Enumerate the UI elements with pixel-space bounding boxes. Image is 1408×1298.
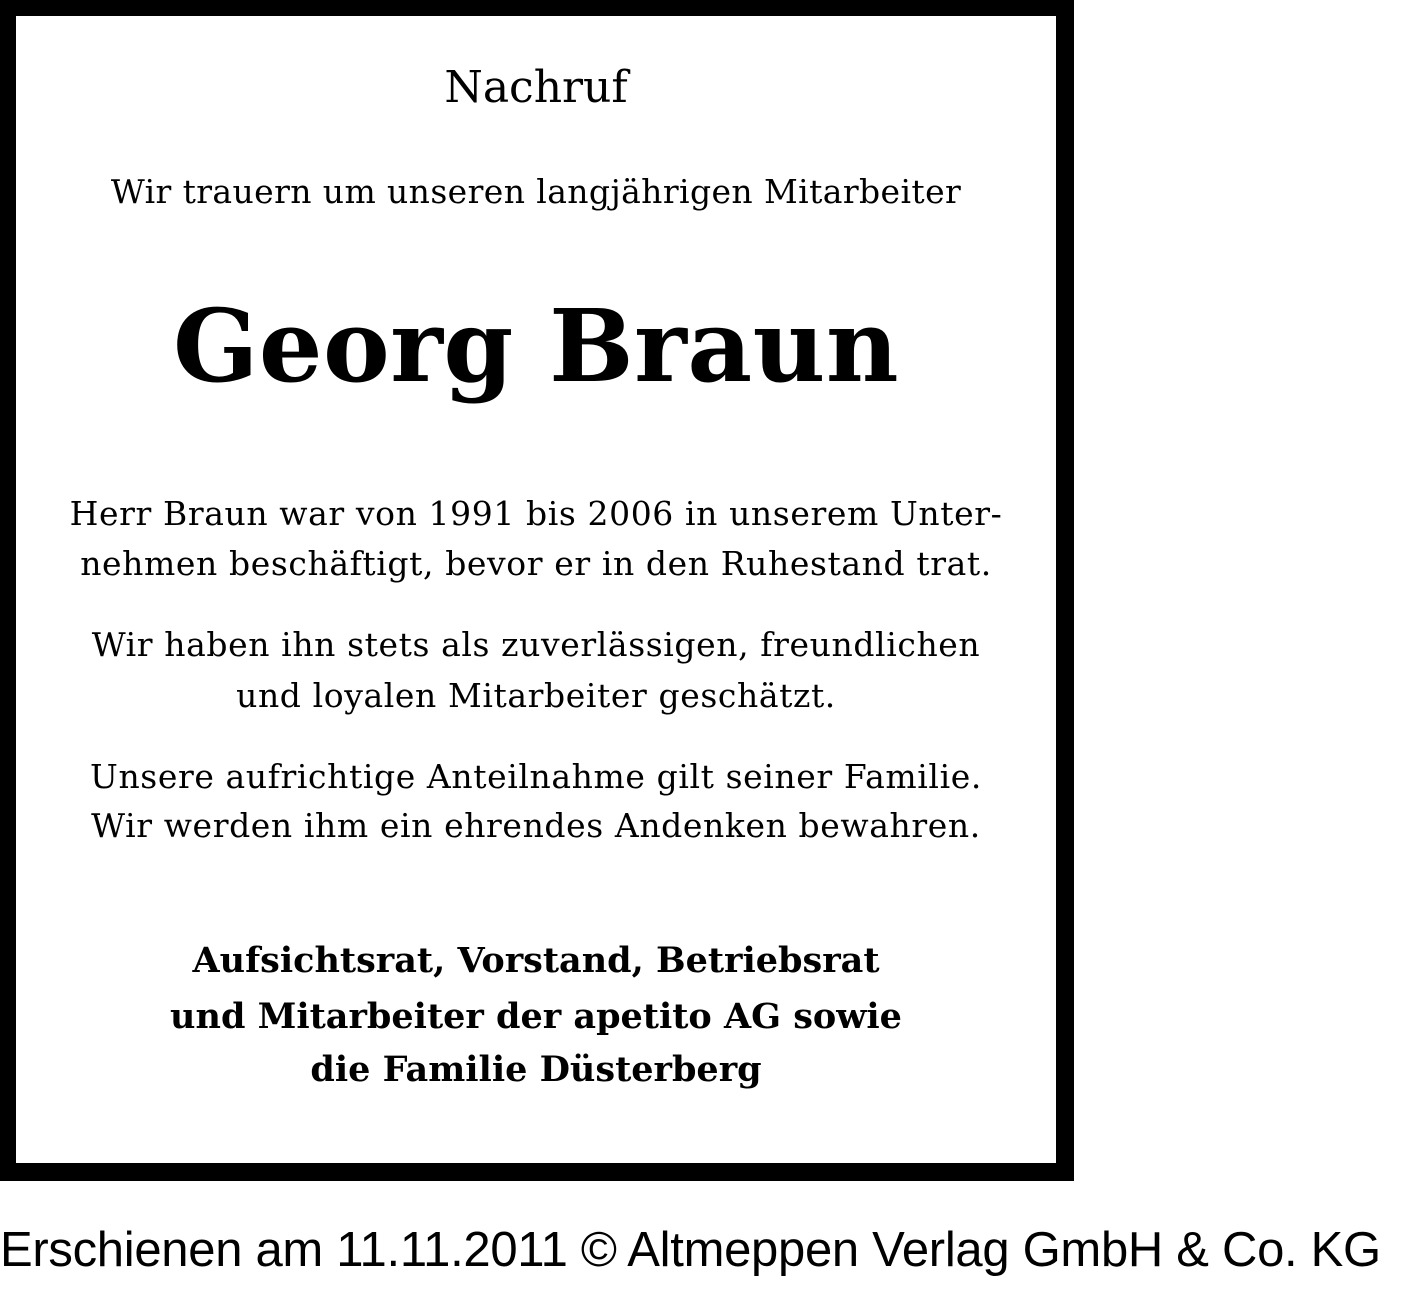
paragraph-2-line-2: und loyalen Mitarbeiter geschätzt. [236, 676, 836, 715]
paragraph-1-line-1: Herr Braun war von 1991 bis 2006 in unserem Unter- [69, 494, 1003, 533]
signature-line-2: und Mitarbeiter der apetito AG sowie [170, 996, 902, 1037]
publication-footer: Erschienen am 11.11.2011 © Altmeppen Verlag GmbH & Co. KG [0, 1223, 1381, 1277]
signature-line-3: die Familie Düsterberg [310, 1049, 762, 1090]
deceased-name: Georg Braun [172, 287, 900, 405]
paragraph-3-line-1: Unsere aufrichtige Anteilnahme gilt seiner Familie. [90, 757, 982, 796]
paragraph-1-line-2: nehmen beschäftigt, bevor er in den Ruhestand trat. [80, 544, 992, 583]
signature-line-1: Aufsichtsrat, Vorstand, Betriebsrat [192, 940, 880, 981]
notice-title: Nachruf [444, 62, 628, 113]
paragraph-2-line-1: Wir haben ihn stets als zuverlässigen, freundlichen [91, 625, 981, 664]
paragraph-3-line-2: Wir werden ihm ein ehrendes Andenken bewahren. [91, 806, 981, 845]
notice-intro: Wir trauern um unseren langjährigen Mitarbeiter [110, 172, 962, 211]
